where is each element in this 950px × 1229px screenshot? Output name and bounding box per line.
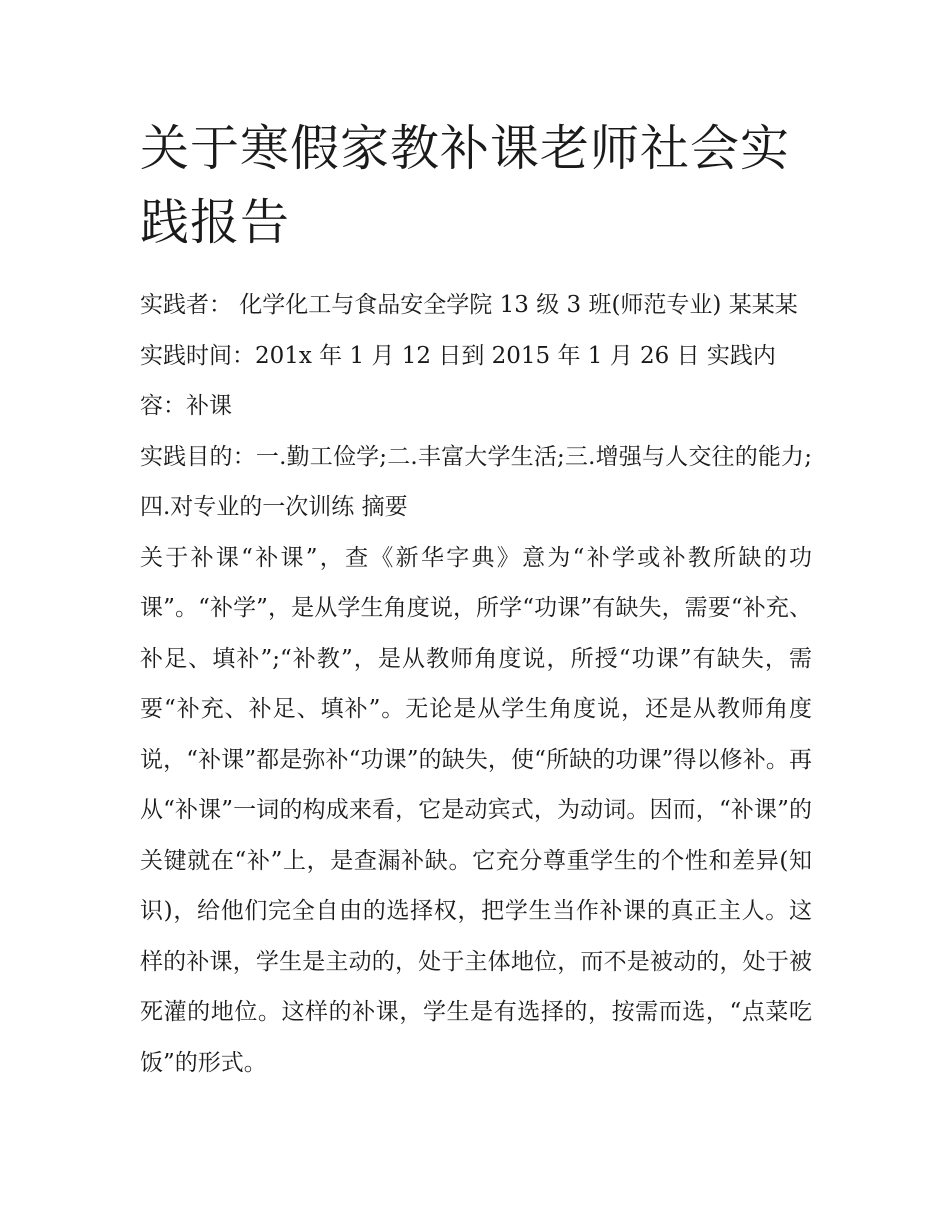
practice-info: 实践者： 化学化工与食品安全学院 13 级 3 班(师范专业) 某某某 实践时间：201x 年 1 月 12 日到 2015 年 1 月 26 日 实践内容：补课	[140, 292, 798, 419]
document-title: 关于寒假家教补课老师社会实践报告	[140, 120, 791, 251]
body-paragraph: 关于补课“补课”，查《新华字典》意为“补学或补教所缺的功课”。“补学”，是从学生角度说，所学“功课”有缺失，需要“补充、补足、填补”;“补教”，是从教师角度说，所授“功课”有缺失，需要“补充、补足、填补”。无论是从学生角度说，还是从教师角度说，“补课”都是弥补“功课”的缺失，使“所缺的功课”得以修补。再从“补课”一词的构成来看，它是动宾式，为动词。因而，“补课”的关键就在“补”上，是查漏补缺。它充分尊重学生的个性和差异(知识)，给他们完全自由的选择权，把学生当作补课的真正主人。这样的补课，学生是主动的，处于主体地位，而不是被动的，处于被死灌的地位。这样的补课，学生是有选择的，按需而选，“点菜吃饭”的形式。	[140, 544, 812, 1076]
document-content	[140, 112, 812, 1088]
practice-goal: 实践目的：一.勤工俭学;二.丰富大学生活;三.增强与人交往的能力;四.对专业的一次训练 摘要	[140, 443, 812, 520]
